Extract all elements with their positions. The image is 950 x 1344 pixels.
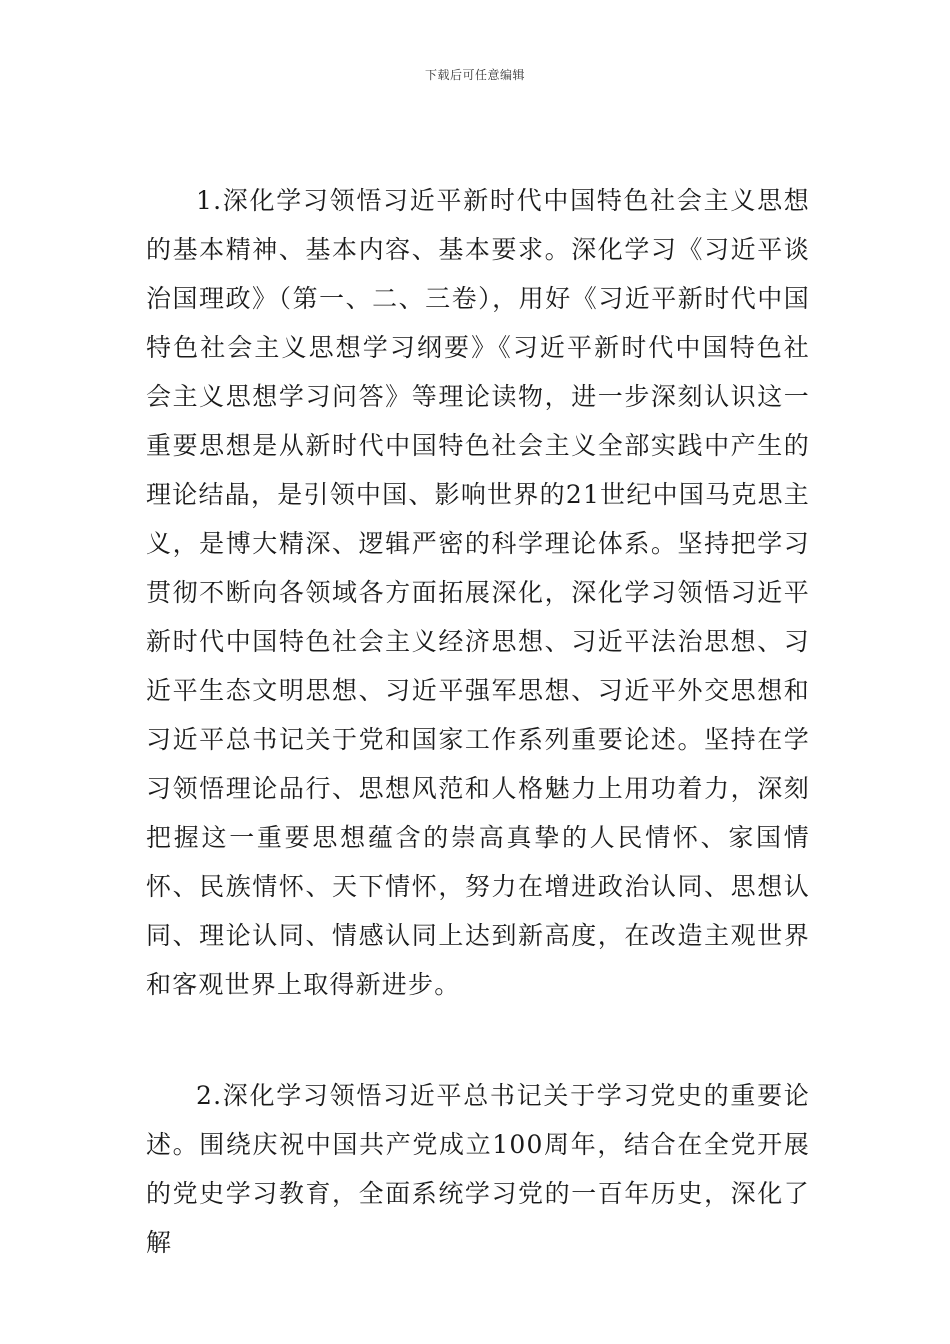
page-header-note: 下载后可任意编辑 — [424, 68, 525, 82]
paragraph-2: 2.深化学习领悟习近平总书记关于学习党史的重要论述。围绕庆祝中国共产党成立100周年，结合在全党开展的党史学习教育，全面系统学习党的一百年历史，深化了解 — [146, 1081, 810, 1257]
paragraph-1: 1.深化学习领悟习近平新时代中国特色社会主义思想的基本精神、基本内容、基本要求。深化学习《习近平谈治国理政》（第一、二、三卷），用好《习近平新时代中国特色社会主义思想学习纲要》《习近平新时代中国特色社会主义思想学习问答》等理论读物，进一步深刻认识这一重要思想是从新时代中国特色社会主义全部实践中产生的理论结晶，是引领中国、影响世界的21世纪中国马克思主义，是博大精深、逻辑严密的科学理论体系。坚持把学习贯彻不断向各领域各方面拓展深化，深化学习领悟习近平新时代中国特色社会主义经济思想、习近平法治思想、习近平生态文明思想、习近平强军思想、习近平外交思想和习近平总书记关于党和国家工作系列重要论述。坚持在学习领悟理论品行、思想风范和人格魅力上用功着力，深刻把握这一重要思想蕴含的崇高真挚的人民情怀、家国情怀、民族情怀、天下情怀，努力在增进政治认同、思想认同、理论认同、情感认同上达到新高度，在改造主观世界和客观世界上取得新进步。 — [146, 186, 810, 999]
document-body — [146, 176, 810, 1267]
